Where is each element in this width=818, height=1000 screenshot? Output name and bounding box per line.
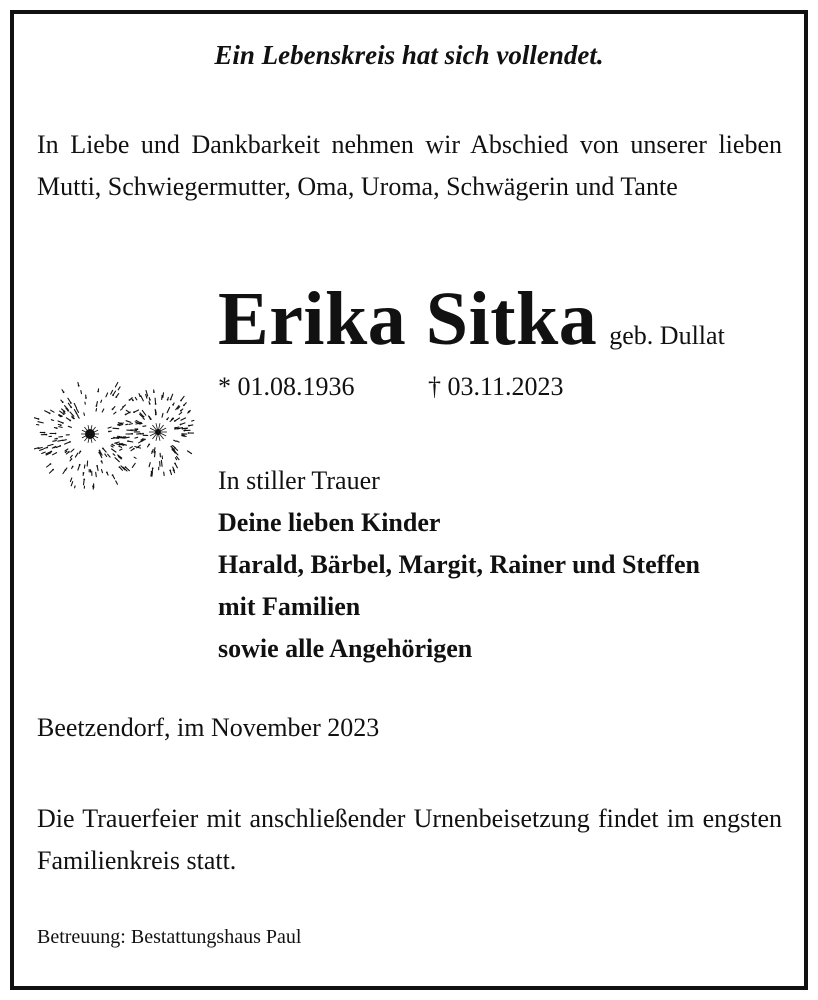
- death-date: † 03.11.2023: [428, 372, 564, 401]
- dandelion-icon: [34, 376, 200, 500]
- mourners-intro: In stiller Trauer: [218, 466, 380, 495]
- place-date: Beetzendorf, im November 2023: [37, 713, 380, 742]
- deceased-name: Erika Sitka: [218, 277, 598, 361]
- intro-text: In Liebe und Dankbarkeit nehmen wir Abschied von unserer lieben Mutti, Schwiegermutter, Oma, Uroma, Schwägerin und Tante: [37, 130, 782, 201]
- care-text: Betreuung: Bestattungshaus Paul: [37, 926, 302, 948]
- maiden-name: geb. Dullat: [609, 321, 725, 350]
- ceremony-text: Die Trauerfeier mit anschließender Urnenbeisetzung findet im engsten Familienkreis statt.: [37, 804, 782, 875]
- mourners-block: [218, 460, 700, 670]
- mourners-line: sowie alle Angehörigen: [218, 634, 473, 663]
- birth-date: * 01.08.1936: [218, 372, 355, 401]
- mourners-line: Deine lieben Kinder: [218, 508, 441, 537]
- name-line: [218, 276, 725, 363]
- mourners-line: mit Familien: [218, 592, 361, 621]
- mourners-line: Harald, Bärbel, Margit, Rainer und Steffen: [218, 550, 700, 579]
- motto-heading: Ein Lebenskreis hat sich vollendet.: [214, 40, 604, 70]
